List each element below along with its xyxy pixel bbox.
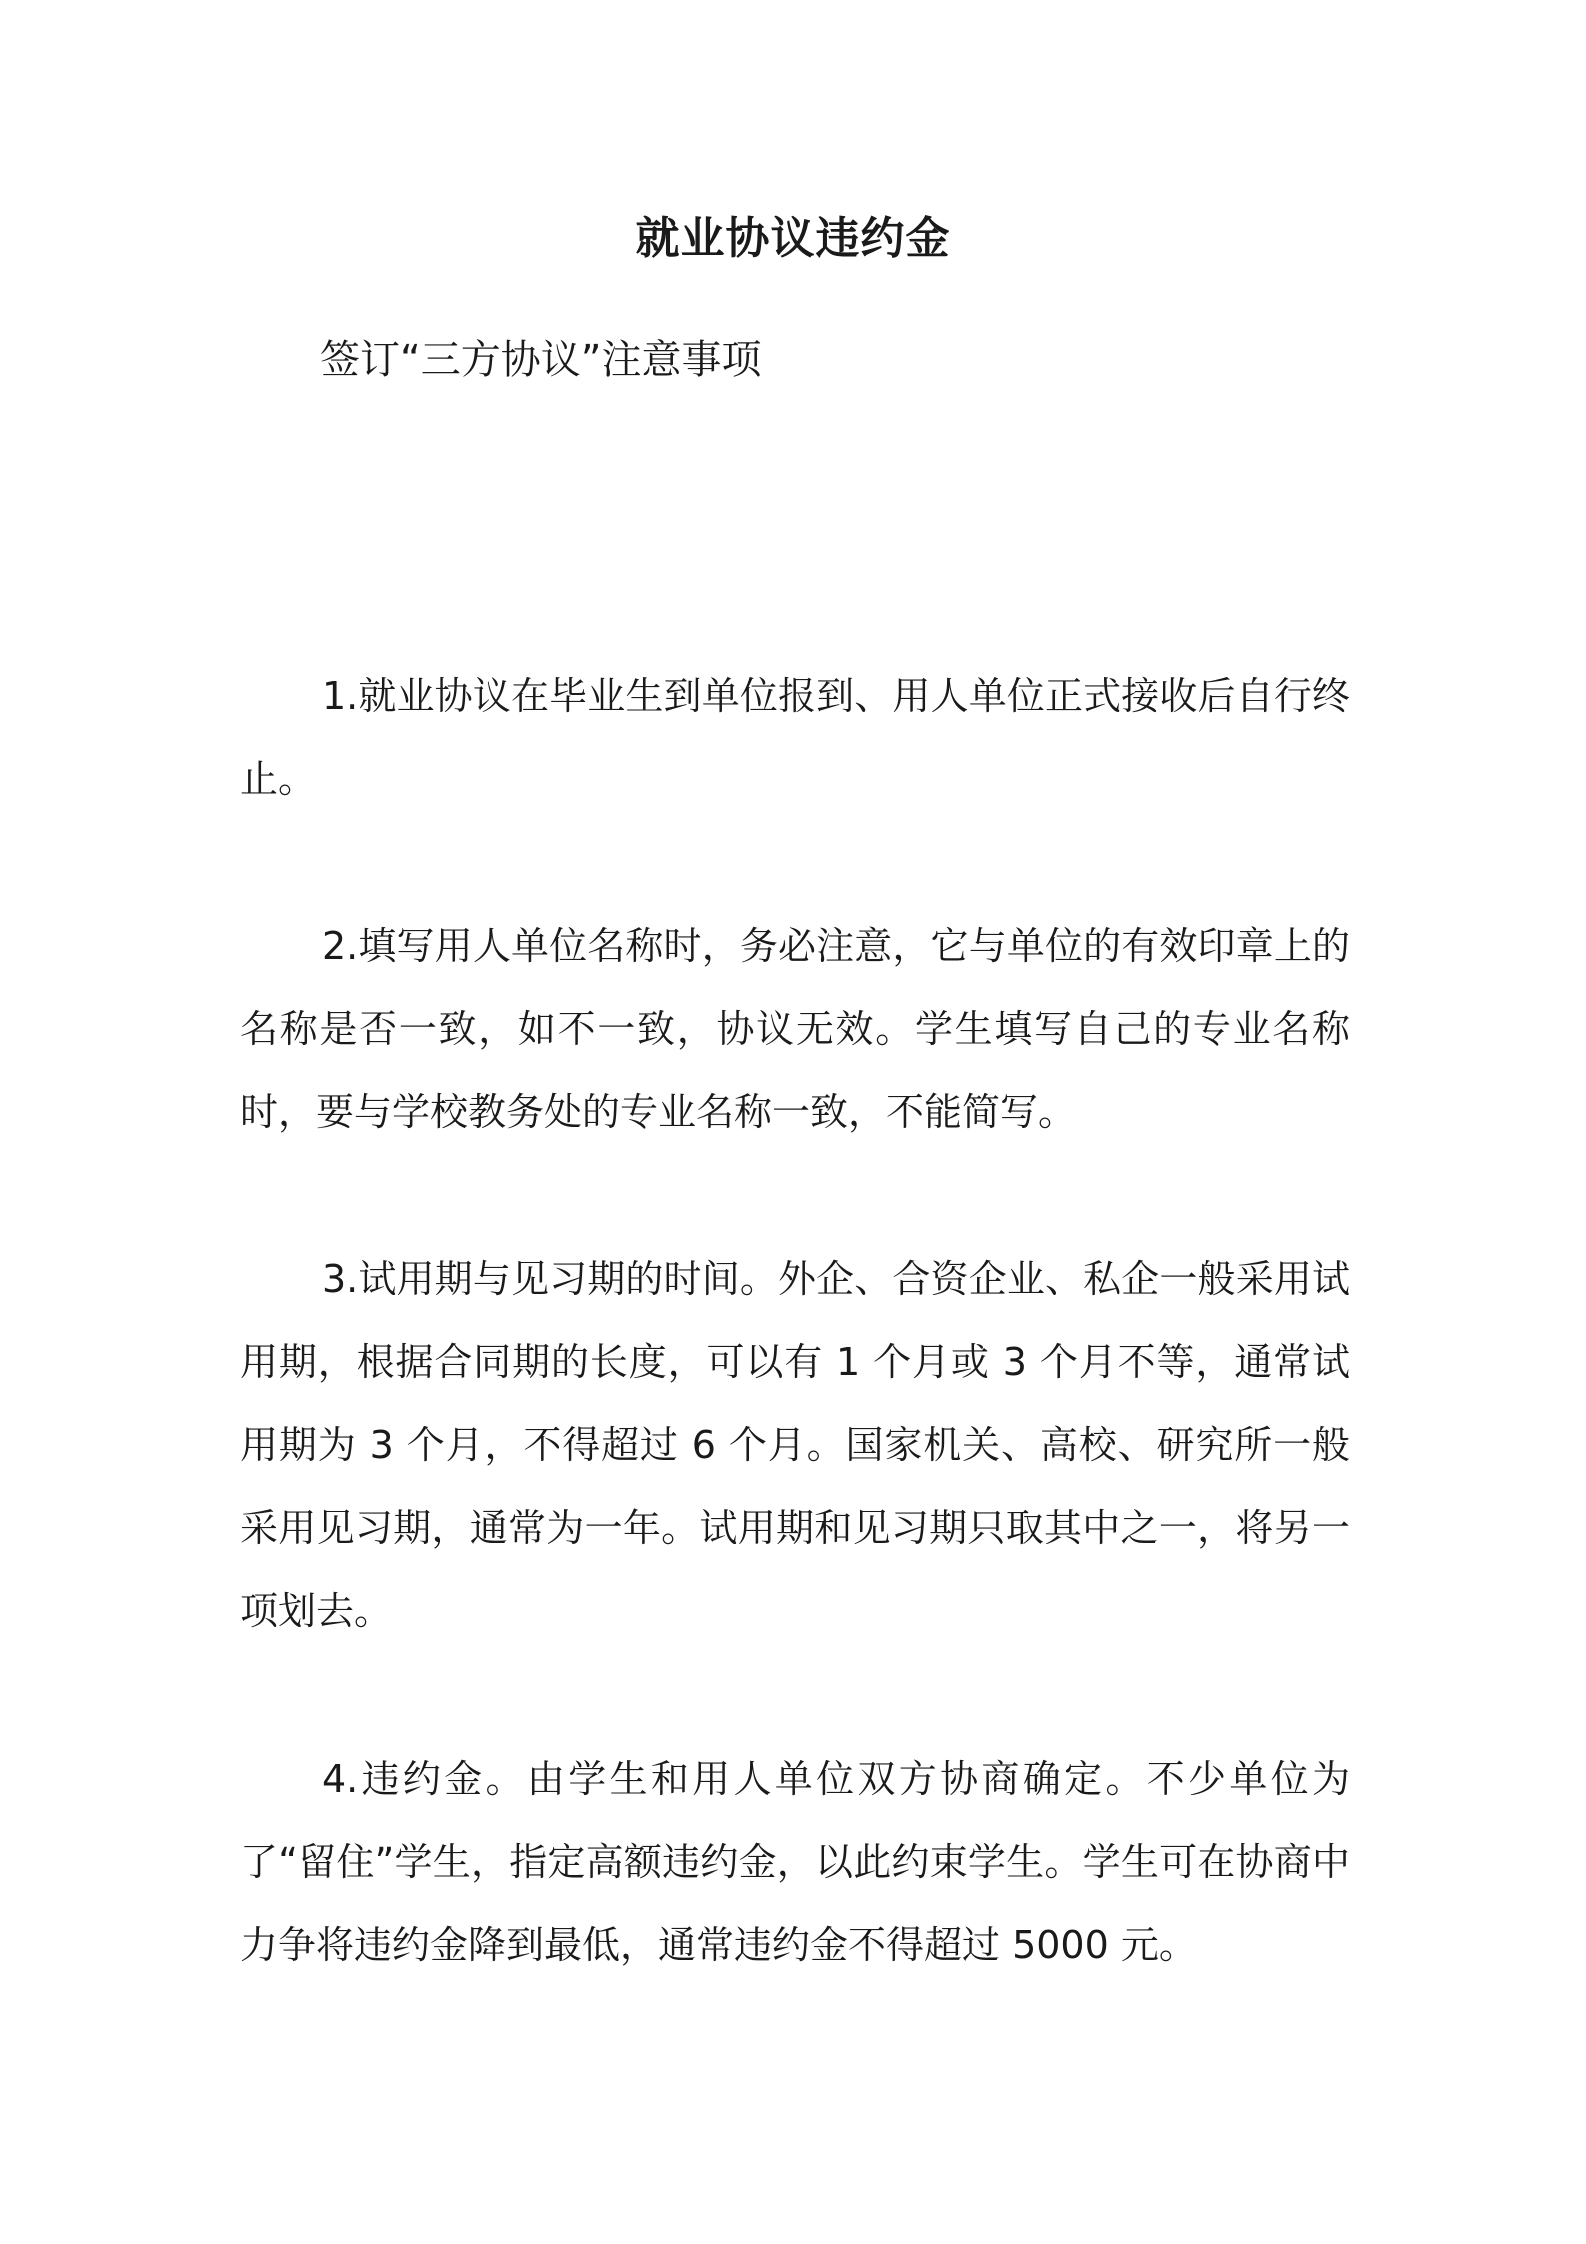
paragraph-1: 1.就业协议在毕业生到单位报到、用人单位正式接收后自行终止。 [240, 674, 1350, 801]
document-subtitle: 签订“三方协议”注意事项 [320, 337, 762, 383]
paragraph-3: 3.试用期与见习期的时间。外企、合资企业、私企一般采用试用期，根据合同期的长度，可以有 1 个月或 3 个月不等，通常试用期为 3 个月，不得超过 6 个月。国家机关、高校、研究所一般采用见习期，通常为一年。试用期和见习期只取其中之一，将另一项划去。 [240, 1257, 1350, 1633]
paragraph-2: 2.填写用人单位名称时，务必注意，它与单位的有效印章上的名称是否一致，如不一致，协议无效。学生填写自己的专业名称时，要与学校教务处的专业名称一致，不能简写。 [240, 924, 1350, 1134]
document-title: 就业协议违约金 [635, 213, 951, 264]
paragraph-4: 4.违约金。由学生和用人单位双方协商确定。不少单位为了“留住”学生，指定高额违约金，以此约束学生。学生可在协商中力争将违约金降到最低，通常违约金不得超过 5000 元。 [240, 1757, 1350, 1967]
